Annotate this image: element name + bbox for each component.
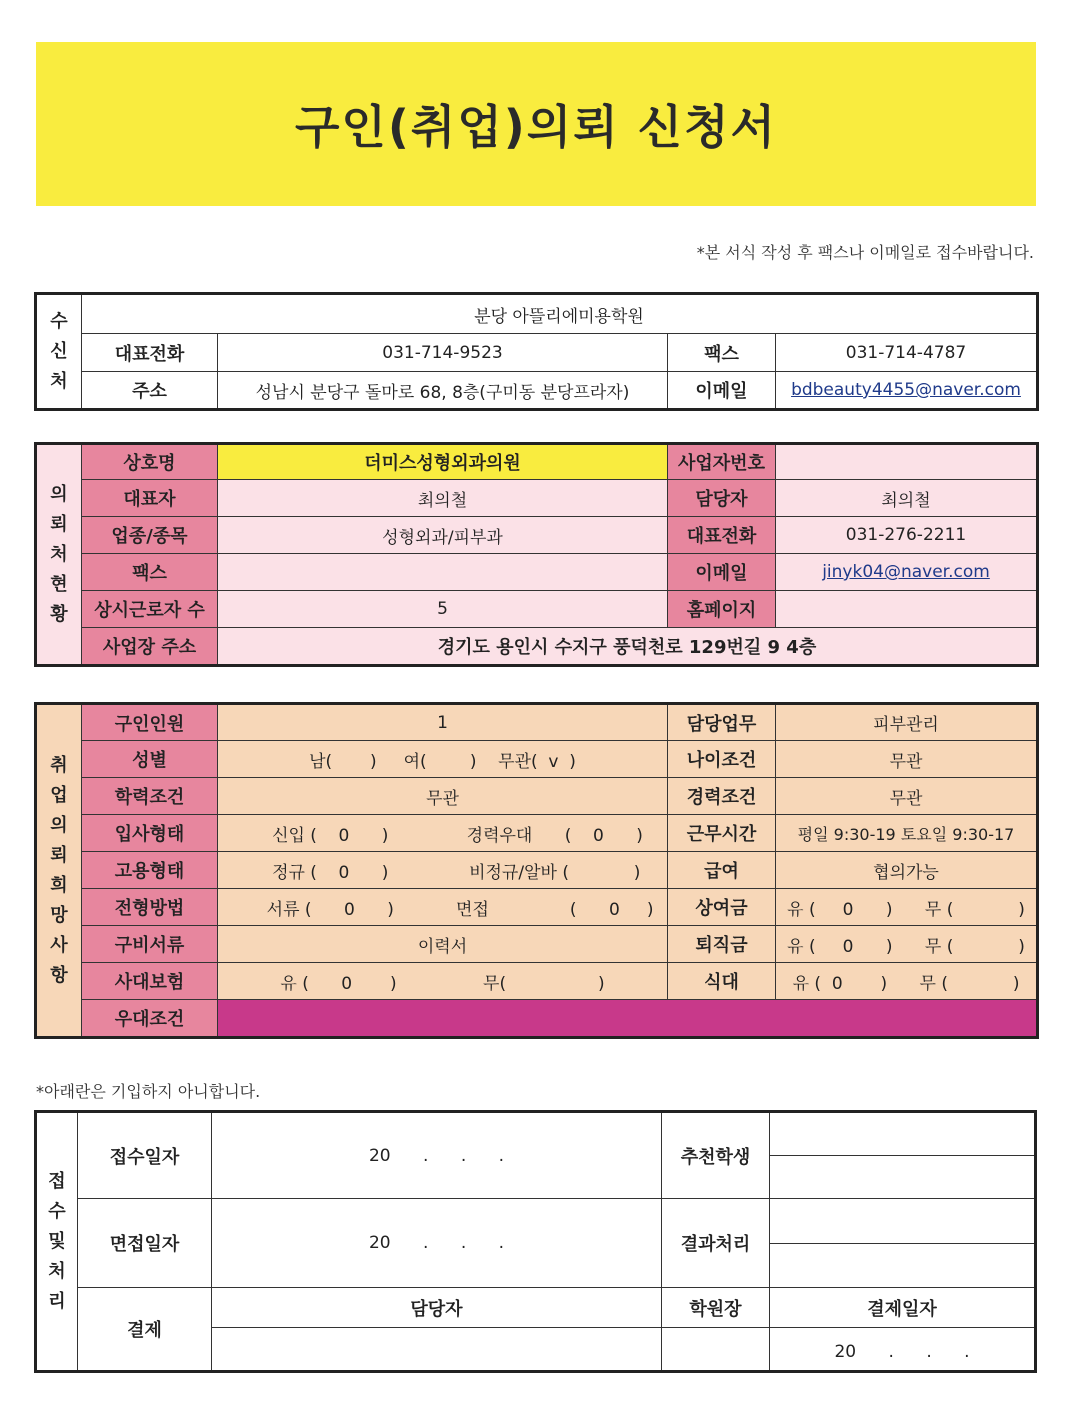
receiver-address-label: 주소 [82, 372, 218, 410]
result-label: 결과처리 [662, 1199, 770, 1288]
receipt-label: 접수일자 [78, 1112, 212, 1199]
pay-label: 급여 [668, 852, 776, 889]
company-value: 더미스성형외과의원 [218, 444, 668, 480]
homepage-label: 홈페이지 [668, 591, 776, 628]
office-table [34, 1110, 1037, 1373]
receiver-phone: 031-714-9523 [218, 334, 668, 372]
pay-value: 협의가능 [776, 852, 1038, 889]
meal-label: 식대 [668, 963, 776, 1000]
receipt-value: 20 . . . [212, 1112, 662, 1199]
director-sign-cell [662, 1328, 770, 1372]
recommend-cell-2 [770, 1156, 1036, 1199]
headcount-label: 구인인원 [82, 704, 218, 741]
client-fax-value [218, 554, 668, 591]
docs-value: 이력서 [218, 926, 668, 963]
receiver-email-label: 이메일 [668, 372, 776, 410]
receiver-side-label: 수신처 [36, 294, 82, 410]
insurance-label: 사대보험 [82, 963, 218, 1000]
workers-label: 상시근로자 수 [82, 591, 218, 628]
docs-label: 구비서류 [82, 926, 218, 963]
select-label: 전형방법 [82, 889, 218, 926]
gender-label: 성별 [82, 741, 218, 778]
duty-label: 담당업무 [668, 704, 776, 741]
recommend-label: 추천학생 [662, 1112, 770, 1199]
bottom-note: *아래란은 기입하지 아니합니다. [36, 1082, 261, 1101]
workers-value: 5 [218, 591, 668, 628]
approval-date-value: 20 . . . [770, 1328, 1036, 1372]
severance-value: 유 ( 0 ) 무 ( ) [776, 926, 1038, 963]
emp-a-value: 정규 ( 0 ) [218, 852, 443, 889]
manager-value: 최의철 [776, 480, 1038, 517]
ceo-label: 대표자 [82, 480, 218, 517]
industry-value: 성형외과/피부과 [218, 517, 668, 554]
bizno-label: 사업자번호 [668, 444, 776, 480]
page-title: 구인(취업)의뢰 신청서 [295, 100, 777, 154]
hire-label: 입사형태 [82, 815, 218, 852]
edu-value: 무관 [218, 778, 668, 815]
client-email-link[interactable]: jinyk04@naver.com [822, 562, 990, 582]
result-cell-1 [770, 1199, 1036, 1244]
receiver-address: 성남시 분당구 돌마로 68, 8층(구미동 분당프라자) [218, 372, 668, 410]
client-email-label: 이메일 [668, 554, 776, 591]
job-table [34, 702, 1039, 1039]
company-label: 상호명 [82, 444, 218, 480]
approval-date-label: 결제일자 [770, 1288, 1036, 1328]
ceo-value: 최의철 [218, 480, 668, 517]
select-b-value: 면접 ( 0 ) [443, 889, 668, 926]
bonus-label: 상여금 [668, 889, 776, 926]
receiver-email-link[interactable]: bdbeauty4455@naver.com [791, 380, 1021, 400]
meal-value: 유 ( 0 ) 무 ( ) [776, 963, 1038, 1000]
age-value: 무관 [776, 741, 1038, 778]
bizno-value [776, 444, 1038, 480]
headcount-value: 1 [218, 704, 668, 741]
client-phone-label: 대표전화 [668, 517, 776, 554]
office-side-label: 접수및처리 [36, 1112, 78, 1372]
insurance-value: 유 ( 0 ) 무( ) [218, 963, 668, 1000]
client-table [34, 442, 1039, 667]
job-side-label: 취업의뢰희망사항 [36, 704, 82, 1038]
interview-label: 면접일자 [78, 1199, 212, 1288]
edu-label: 학력조건 [82, 778, 218, 815]
perks-value [218, 1000, 1038, 1038]
homepage-value [776, 591, 1038, 628]
receiver-phone-label: 대표전화 [82, 334, 218, 372]
emp-label: 고용형태 [82, 852, 218, 889]
client-fax-label: 팩스 [82, 554, 218, 591]
hours-label: 근무시간 [668, 815, 776, 852]
career-label: 경력조건 [668, 778, 776, 815]
perks-label: 우대조건 [82, 1000, 218, 1038]
career-value: 무관 [776, 778, 1038, 815]
client-phone-value: 031-276-2211 [776, 517, 1038, 554]
client-email-cell[interactable] [776, 554, 1038, 591]
emp-b-value: 비정규/알바 ( ) [443, 852, 668, 889]
receiver-email[interactable] [776, 372, 1038, 410]
manager-label: 담당자 [668, 480, 776, 517]
result-cell-2 [770, 1244, 1036, 1288]
officer-label: 담당자 [212, 1288, 662, 1328]
hours-value: 평일 9:30-19 토요일 9:30-17 [776, 815, 1038, 852]
recommend-cell-1 [770, 1112, 1036, 1156]
receiver-name: 분당 아뜰리에미용학원 [82, 294, 1038, 334]
hire-a-value: 신입 ( 0 ) [218, 815, 443, 852]
gender-value: 남( ) 여( ) 무관( v ) [218, 741, 668, 778]
bonus-value: 유 ( 0 ) 무 ( ) [776, 889, 1038, 926]
top-note: *본 서식 작성 후 팩스나 이메일로 접수바랍니다. [696, 243, 1034, 262]
interview-value: 20 . . . [212, 1199, 662, 1288]
approval-label: 결제 [78, 1288, 212, 1372]
receiver-fax-label: 팩스 [668, 334, 776, 372]
receiver-table [34, 292, 1039, 411]
director-label: 학원장 [662, 1288, 770, 1328]
duty-value: 피부관리 [776, 704, 1038, 741]
receiver-fax: 031-714-4787 [776, 334, 1038, 372]
site-label: 사업장 주소 [82, 628, 218, 666]
severance-label: 퇴직금 [668, 926, 776, 963]
select-a-value: 서류 ( 0 ) [218, 889, 443, 926]
age-label: 나이조건 [668, 741, 776, 778]
site-value: 경기도 용인시 수지구 풍덕천로 129번길 9 4층 [218, 628, 1038, 666]
industry-label: 업종/종목 [82, 517, 218, 554]
title-banner [36, 42, 1036, 206]
officer-sign-cell [212, 1328, 662, 1372]
hire-b-value: 경력우대 ( 0 ) [443, 815, 668, 852]
client-side-label: 의뢰처현황 [36, 444, 82, 666]
